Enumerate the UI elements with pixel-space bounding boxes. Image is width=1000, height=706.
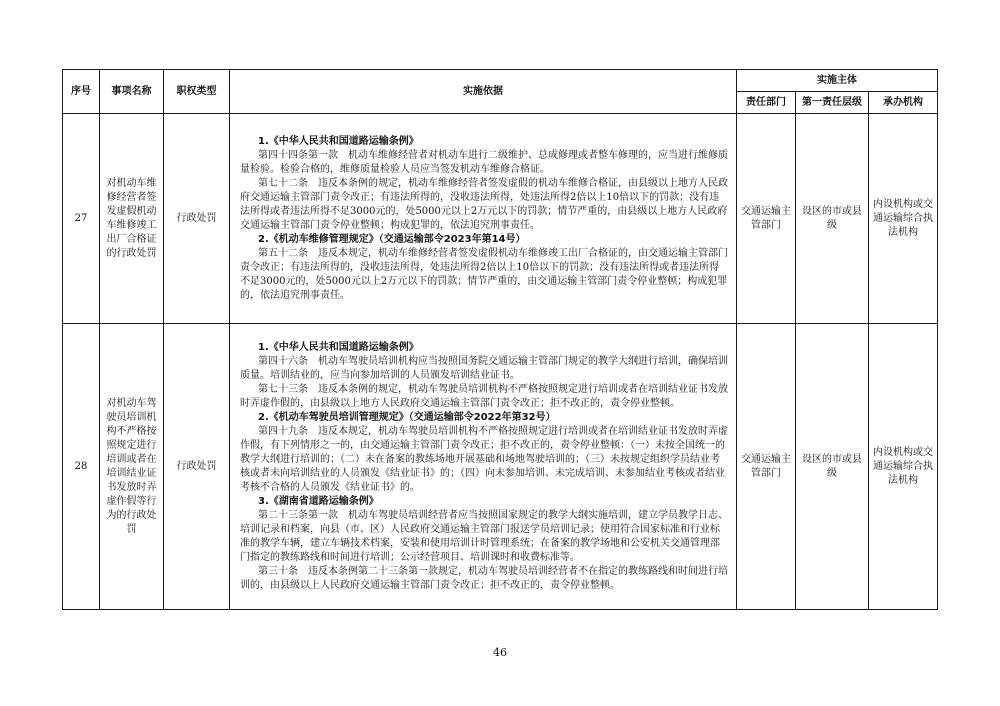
row-item-name: 对机动车维修经营者签发虚假机动车维修竣工出厂合格证的行政处罚 <box>100 114 164 324</box>
header-agency: 承办机构 <box>869 92 938 114</box>
row-no: 27 <box>63 114 100 324</box>
law-title: 2.《机动车驾驶员培训管理规定》（交通运输部令2022年第32号） <box>258 411 556 423</box>
law-article: 第四十四条第一款 机动车维修经营者对机动车进行二级维护、总成修理或者整车修理的，应当进行维修质量检验。检验合格的，维修质量检验人员应当签发机动车维修合格证。 <box>240 149 728 175</box>
header-dept: 责任部门 <box>737 92 796 114</box>
header-no: 序号 <box>63 70 100 114</box>
header-item-name: 事项名称 <box>100 70 164 114</box>
law-article: 第七十三条 违反本条例的规定，机动车驾驶员培训机构不严格按照规定进行培训或者在培训结业证书发放时弄虚作假的，由县级以上地方人民政府交通运输主管部门责令改正；拒不改正的，责令停业整顿。 <box>240 383 728 409</box>
row-power-type: 行政处罚 <box>164 114 230 324</box>
row-agency: 内设机构或交通运输综合执法机构 <box>869 324 938 610</box>
law-title: 2.《机动车维修管理规定》（交通运输部令2023年第14号） <box>258 233 526 245</box>
law-title: 1.《中华人民共和国道路运输条例》 <box>258 135 419 147</box>
law-article: 第三十条 违反本条例第二十三条第一款规定，机动车驾驶员培训经营者不在指定的教练路线和时间进行培训的，由县级以上人民政府交通运输主管部门责令改正；拒不改正的，责令停业整顿。 <box>240 565 728 591</box>
row-agency: 内设机构或交通运输综合执法机构 <box>869 114 938 324</box>
law-block <box>240 411 728 495</box>
table-row <box>63 324 938 610</box>
page-number: 46 <box>493 646 507 659</box>
law-block <box>240 233 728 303</box>
law-block <box>240 341 728 411</box>
row-dept: 交通运输主管部门 <box>737 324 796 610</box>
law-article: 第七十二条 违反本条例的规定，机动车维修经营者签发虚假的机动车维修合格证，由县级以上地方人民政府交通运输主管部门责令改正；有违法所得的，没收违法所得，处违法所得2倍以上10倍以下的罚款；没有违法所得或者违法所得不足3000元的，处5000元以上2万元以下的罚款；情节严重的，由县级以上地方人民政府交通运输主管部门责令停业整顿；构成犯罪的，依法追究刑事责任。 <box>240 177 728 231</box>
table-row <box>63 114 938 324</box>
header-level: 第一责任层级 <box>796 92 869 114</box>
header-basis: 实施依据 <box>230 70 737 114</box>
row-dept: 交通运输主管部门 <box>737 114 796 324</box>
law-block <box>240 135 728 233</box>
header-subject: 实施主体 <box>737 70 938 92</box>
row-power-type: 行政处罚 <box>164 324 230 610</box>
row-level: 设区的市或县级 <box>796 324 869 610</box>
law-title: 3.《湖南省道路运输条例》 <box>258 495 379 507</box>
law-article: 第四十九条 违反本规定，机动车驾驶员培训机构不严格按照规定进行培训或者在培训结业证书发放时弄虚作假，有下列情形之一的，由交通运输主管部门责令改正；拒不改正的，责令停业整顿：（一）未按全国统一的教学大纲进行培训的；（二）未在备案的教练场地开展基础和场地驾驶培训的；（三）未按规定组织学员结业考核或者未向培训结业的人员颁发《结业证书》的；（四）向未参加培训、未完成培训、未参加结业考核或者结业考核不合格的人员颁发《结业证书》的。 <box>240 425 728 493</box>
row-basis <box>230 114 737 324</box>
law-article: 第二十三条第一款 机动车驾驶员培训经营者应当按照国家规定的教学大纲实施培训，建立学员教学日志、培训记录和档案，向县（市、区）人民政府交通运输主管部门报送学员培训记录；使用符合国家标准和行业标准的教学车辆，建立车辆技术档案，安装和使用培训计时管理系统；在备案的教学场地和公安机关交通管理部门指定的教练路线和时间进行培训；公示经营项目、培训课时和收费标准等。 <box>240 509 728 563</box>
row-item-name: 对机动车驾驶员培训机构不严格按照规定进行培训或者在培训结业证书发放时弄虚作假等行为的行政处罚 <box>100 324 164 610</box>
penalty-items-table <box>62 69 938 610</box>
row-basis <box>230 324 737 610</box>
header-power-type: 职权类型 <box>164 70 230 114</box>
law-block <box>240 495 728 593</box>
row-no: 28 <box>63 324 100 610</box>
law-title: 1.《中华人民共和国道路运输条例》 <box>258 341 419 353</box>
row-level: 设区的市或县级 <box>796 114 869 324</box>
law-article: 第四十六条 机动车驾驶员培训机构应当按照国务院交通运输主管部门规定的教学大纲进行培训，确保培训质量。培训结业的，应当向参加培训的人员颁发培训结业证书。 <box>240 355 728 381</box>
law-article: 第五十二条 违反本规定，机动车维修经营者签发虚假机动车维修竣工出厂合格证的，由交通运输主管部门责令改正；有违法所得的，没收违法所得，处违法所得2倍以上10倍以下的罚款；没有违法所得或者违法所得不足3000元的，处5000元以上2万元以下的罚款；情节严重的，由交通运输主管部门责令停业整顿；构成犯罪的，依法追究刑事责任。 <box>240 247 728 301</box>
